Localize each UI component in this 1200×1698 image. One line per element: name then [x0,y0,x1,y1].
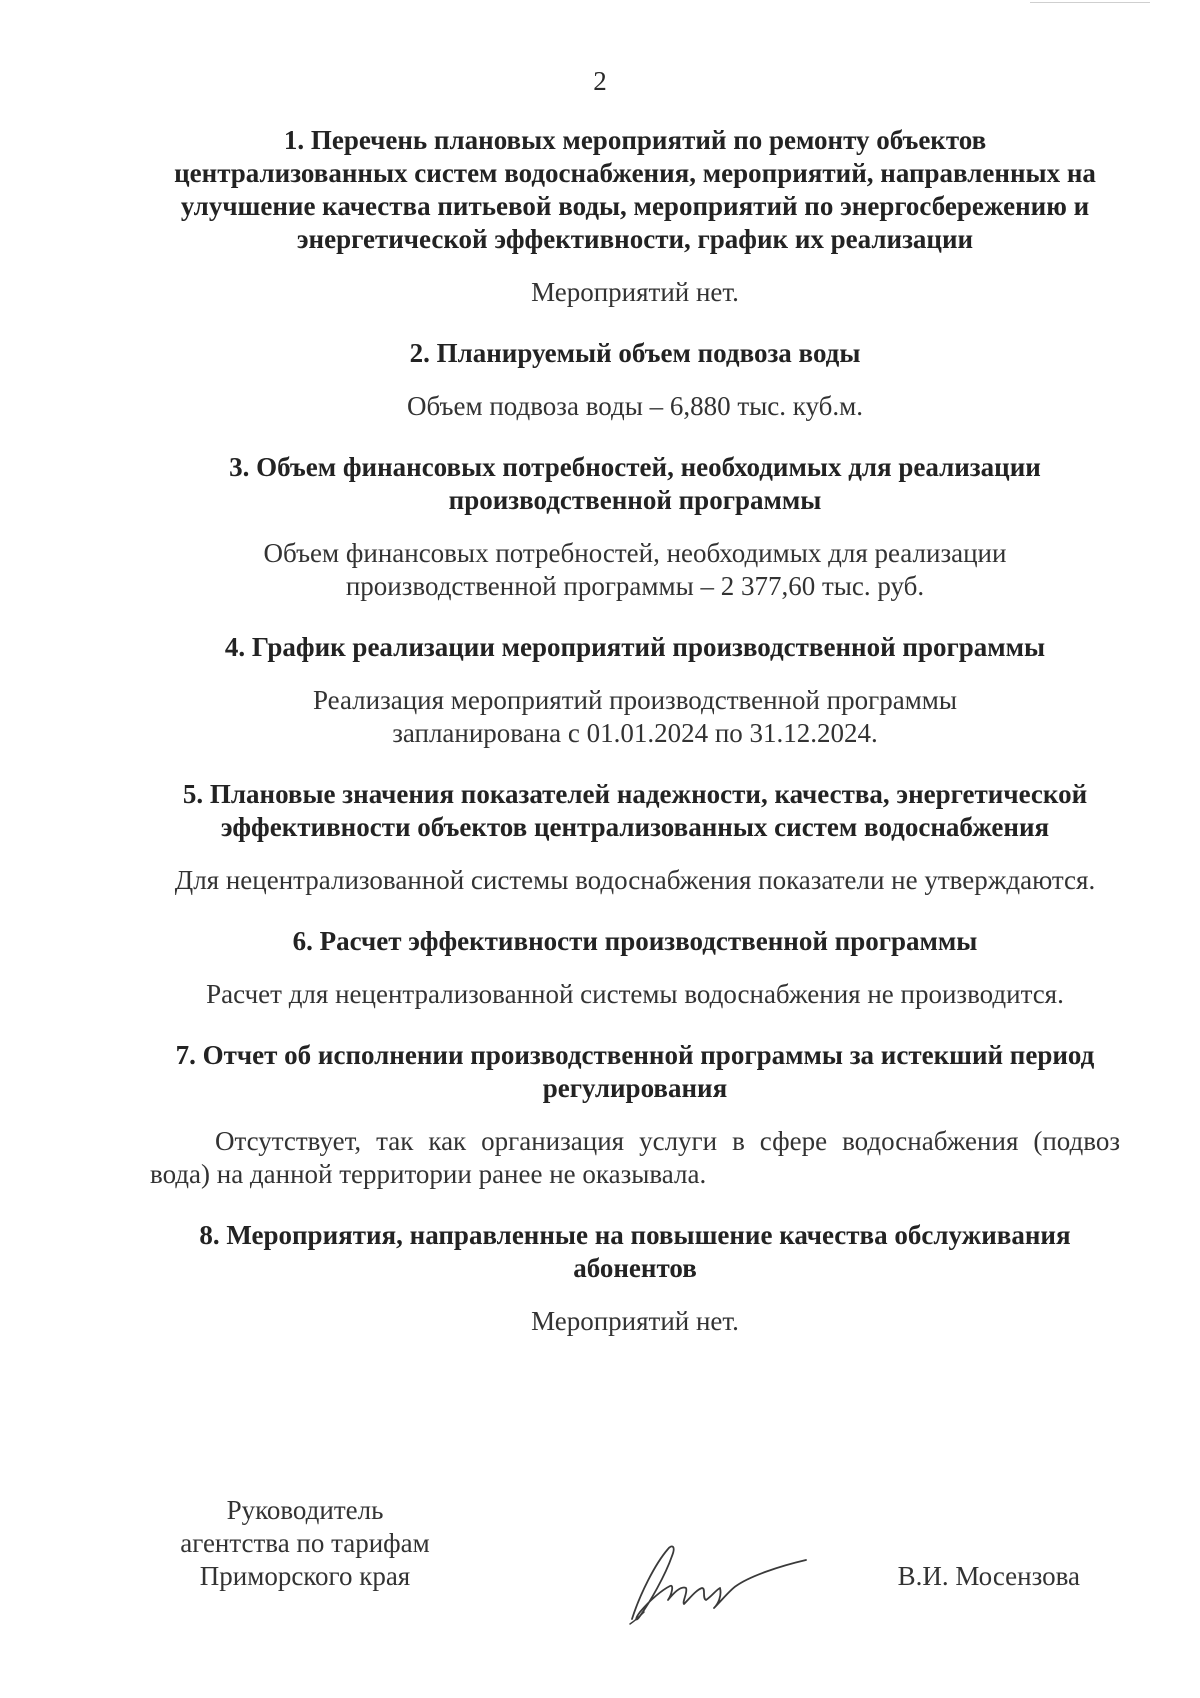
section-7 [150,1039,1120,1191]
heading-line: регулирования [542,1073,728,1103]
section-1-body [150,276,1120,309]
document-content [150,124,1120,1338]
section-2-heading [150,337,1120,370]
page-number: 2 [593,66,607,96]
section-7-body: Отсутствует, так как организация услуги в сфере водоснабжения (подвоз вода) на данной территории ранее не оказывала. [150,1126,1120,1189]
heading-line: 4. График реализации мероприятий производственной программы [224,632,1046,662]
section-6-heading [150,925,1120,958]
body-line: Для нецентрализованной системы водоснабжения показатели не утверждаются. [174,865,1096,895]
section-5-body [150,864,1120,897]
heading-line: 2. Планируемый объем подвоза воды [409,338,861,368]
section-8-heading [150,1219,1120,1285]
section-6-body [150,978,1120,1011]
heading-line: 5. Плановые значения показателей надежности, качества, энергетической [182,779,1088,809]
section-1-heading [150,124,1120,256]
signatory-title-line: Руководитель [226,1495,384,1525]
heading-line: улучшение качества питьевой воды, мероприятий по энергосбережению и [180,191,1090,221]
heading-line: 3. Объем финансовых потребностей, необходимых для реализации [229,452,1041,482]
handwritten-signature [610,1524,810,1634]
section-4-body [150,684,1120,750]
section-4 [150,631,1120,750]
signatory-name: В.И. Мосензова [897,1561,1080,1591]
body-line: Реализация мероприятий производственной программы [312,685,958,715]
body-line: Мероприятий нет. [531,1306,739,1336]
signature-block [150,1494,1120,1644]
body-line: Мероприятий нет. [531,277,739,307]
section-7-heading [150,1039,1120,1105]
section-5-heading [150,778,1120,844]
section-1 [150,124,1120,309]
heading-line: 1. Перечень плановых мероприятий по ремонту объектов [283,125,987,155]
section-3-heading [150,451,1120,517]
signatory-title-line: агентства по тарифам [180,1528,430,1558]
section-8 [150,1219,1120,1338]
body-line: запланирована с 01.01.2024 по 31.12.2024. [392,718,878,748]
section-4-heading [150,631,1120,664]
heading-line: эффективности объектов централизованных систем водоснабжения [220,812,1050,842]
section-3-body [150,537,1120,603]
body-line: Расчет для нецентрализованной системы водоснабжения не производится. [206,979,1064,1009]
section-2 [150,337,1120,423]
section-6 [150,925,1120,1011]
heading-line: абонентов [573,1253,697,1283]
section-5 [150,778,1120,897]
body-line: Объем финансовых потребностей, необходимых для реализации [263,538,1007,568]
heading-line: 8. Мероприятия, направленные на повышение качества обслуживания [199,1220,1071,1250]
signatory-title-line: Приморского края [199,1561,411,1591]
body-line: производственной программы – 2 377,60 тыс. руб. [345,571,925,601]
heading-line: энергетической эффективности, график их реализации [296,224,974,254]
body-line: Объем подвоза воды – 6,880 тыс. куб.м. [406,391,863,421]
heading-line: производственной программы [448,485,822,515]
section-2-body [150,390,1120,423]
scan-artifact-line [1030,2,1150,3]
heading-line: 7. Отчет об исполнении производственной программы за истекший период [175,1040,1095,1070]
heading-line: централизованных систем водоснабжения, мероприятий, направленных на [174,158,1096,188]
section-3 [150,451,1120,603]
signatory-title [170,1494,440,1593]
heading-line: 6. Расчет эффективности производственной программы [292,926,978,956]
section-8-body [150,1305,1120,1338]
